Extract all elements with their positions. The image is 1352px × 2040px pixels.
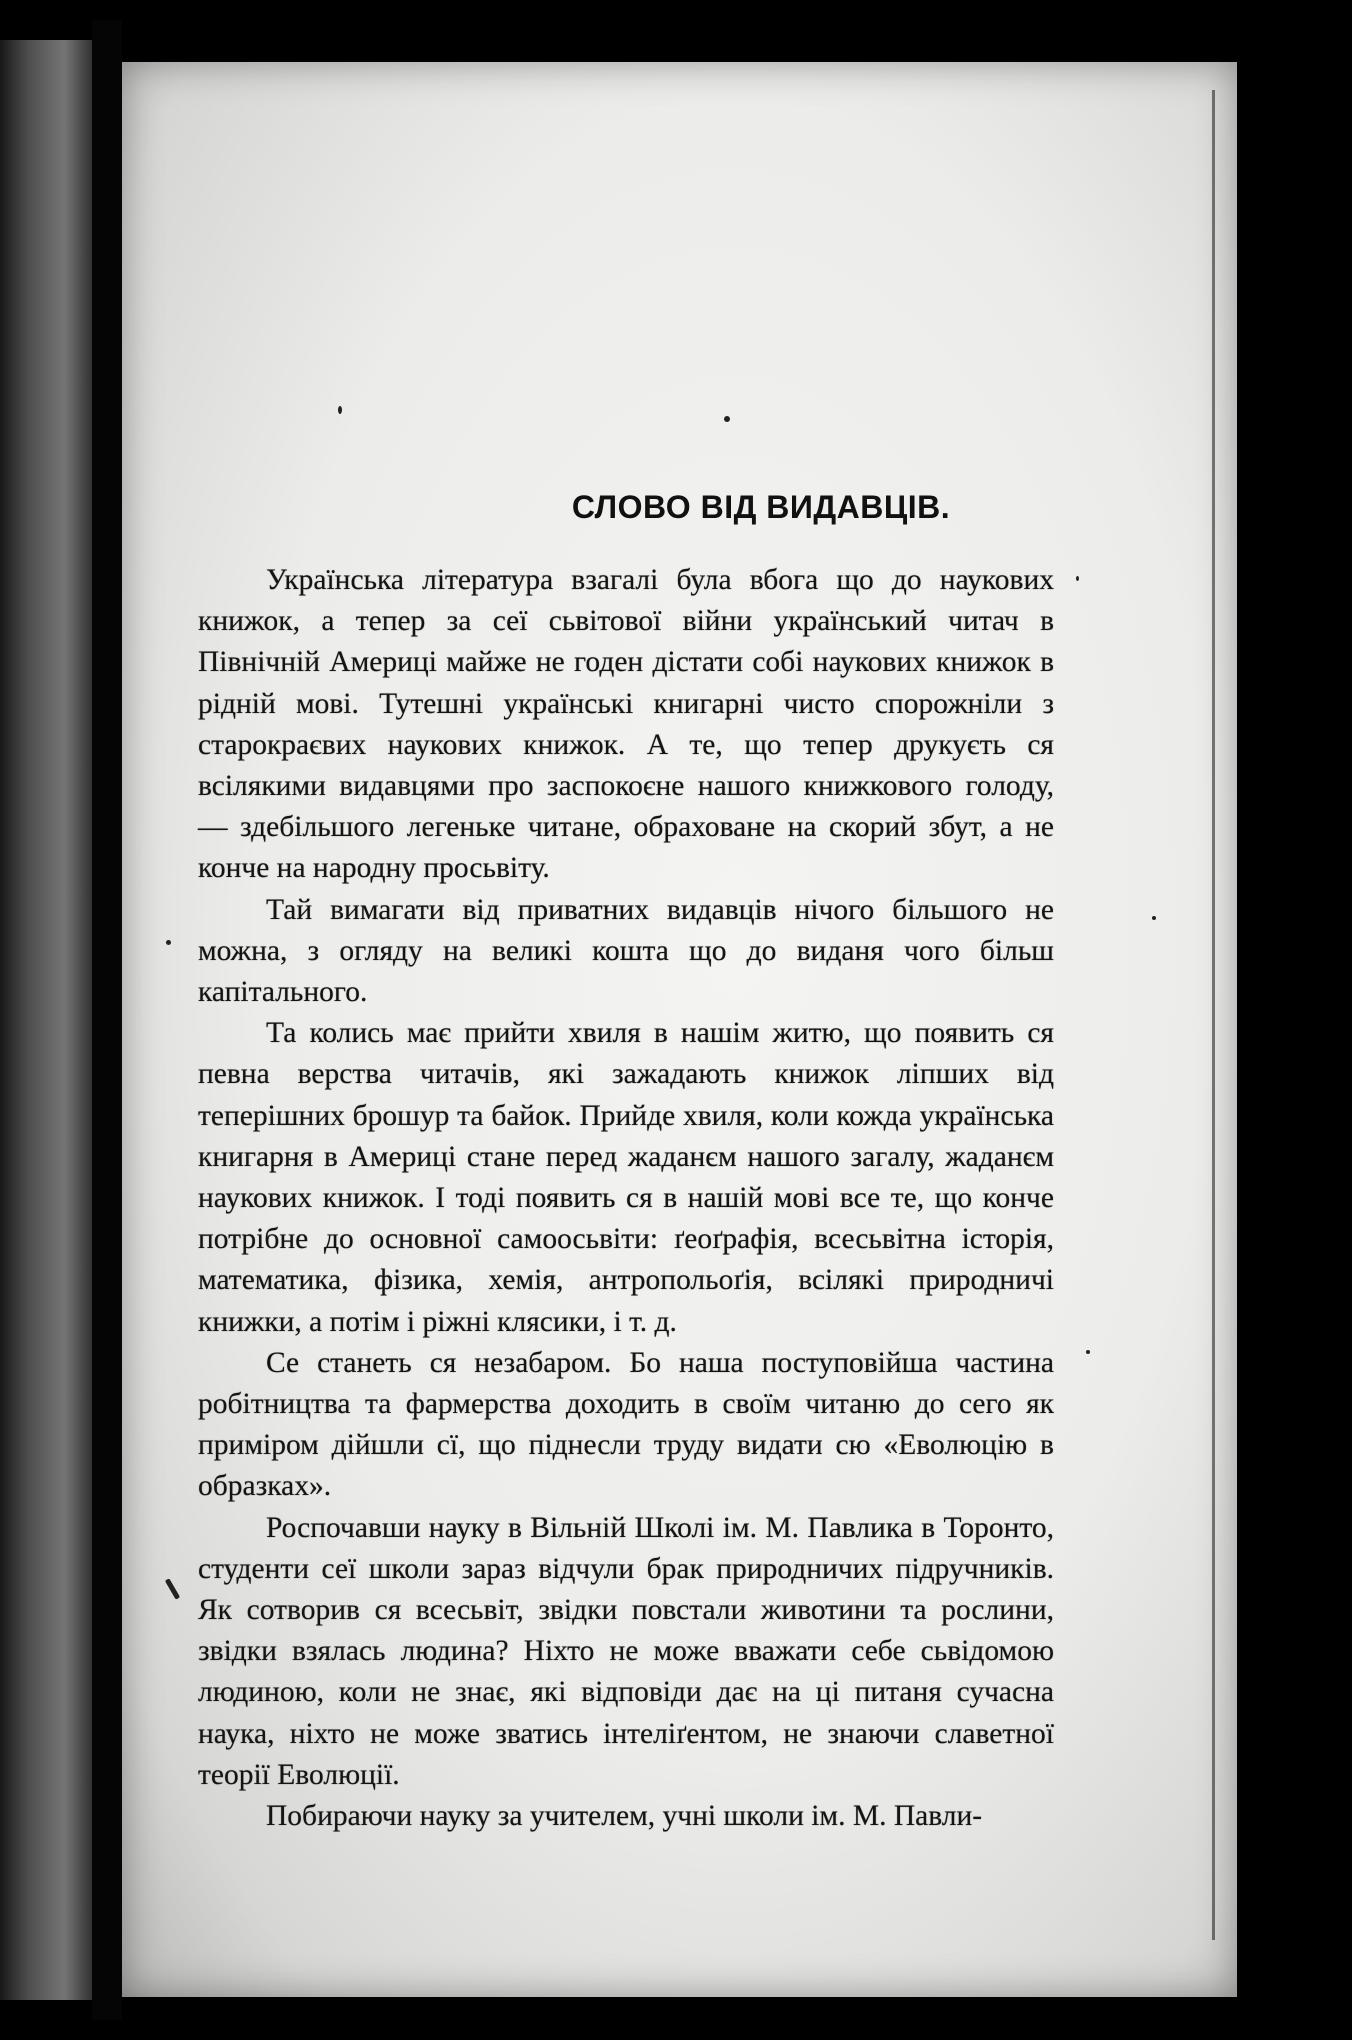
paragraph: Тай вимагати від приватних видавців нічого більшого не можна, з огляду на великі кошта що до виданя чого більш капітального. <box>198 893 1054 1009</box>
page-edge-shadow <box>1212 90 1215 1940</box>
adjacent-page-edge <box>0 40 92 2000</box>
scan-background <box>1237 0 1352 2040</box>
print-speck <box>1086 1350 1090 1354</box>
print-speck <box>724 416 730 422</box>
page-title: СЛОВО ВІД ВИДАВЦІВ. <box>571 489 951 526</box>
book-gutter <box>92 20 122 2020</box>
paragraph: Побираючи науку за учителем, учні школи ім. М. Павли- <box>266 1800 983 1833</box>
body-text <box>198 560 1054 1837</box>
print-speck <box>338 406 342 414</box>
paragraph: Та колись має прийти хвиля в нашім житю, що появить ся певна верства читачів, які зажадають книжок ліпших від теперішних брошур та байок. Прийде хвиля, коли кожда українська книгарня в Америці стане перед жаданєм нашого загалу, жаданєм наукових книжок. І тоді появить ся в нашій мові все те, що конче потрібне до основної самоосьвіти: ґеоґрафія, всесьвітна історія, математика, фізика, хемія, антропольоґія, всілякі природничі книжки, а потім і ріжні клясики, і т. д. <box>198 1017 1054 1338</box>
print-speck <box>166 940 171 945</box>
paragraph: Українська література взагалі була вбога що до наукових книжок, а тепер за сеї сьвітової війни український читач в Північній Америці майже не годен дістати собі наукових книжок в рідній мові. Тутешні українські книгарні чисто спорожніли з старокраєвих наукових книжок. А те, що тепер друкуєть ся всілякими видавцями про заспокоєне нашого книжкового голоду, — здебільшого легеньке читане, обраховане на скорий збут, а не конче на народну просьвіту. <box>198 564 1054 885</box>
paragraph: Роспочавши науку в Вільній Школі ім. М. Павлика в Торонто, студенти сеї школи зараз відчули брак природничих підручників. Як сотворив ся всесьвіт, звідки повстали животини та рослини, звідки взялась людина? Ніхто не може вважати себе сьвідомою людиною, коли не знає, які відповіди дає на ці питаня сучасна наука, ніхто не може зватись інтеліґентом, не знаючи славетної теорії Еволюції. <box>198 1511 1054 1791</box>
print-speck <box>1152 916 1156 920</box>
print-speck <box>1076 576 1079 581</box>
paragraph: Се станеть ся незабаром. Бо наша поступовійша частина робітництва та фармерства доходить в своїм читаню до сего як приміром дійшли сї, що піднесли труду видати сю «Еволюцію в образках». <box>198 1346 1054 1503</box>
